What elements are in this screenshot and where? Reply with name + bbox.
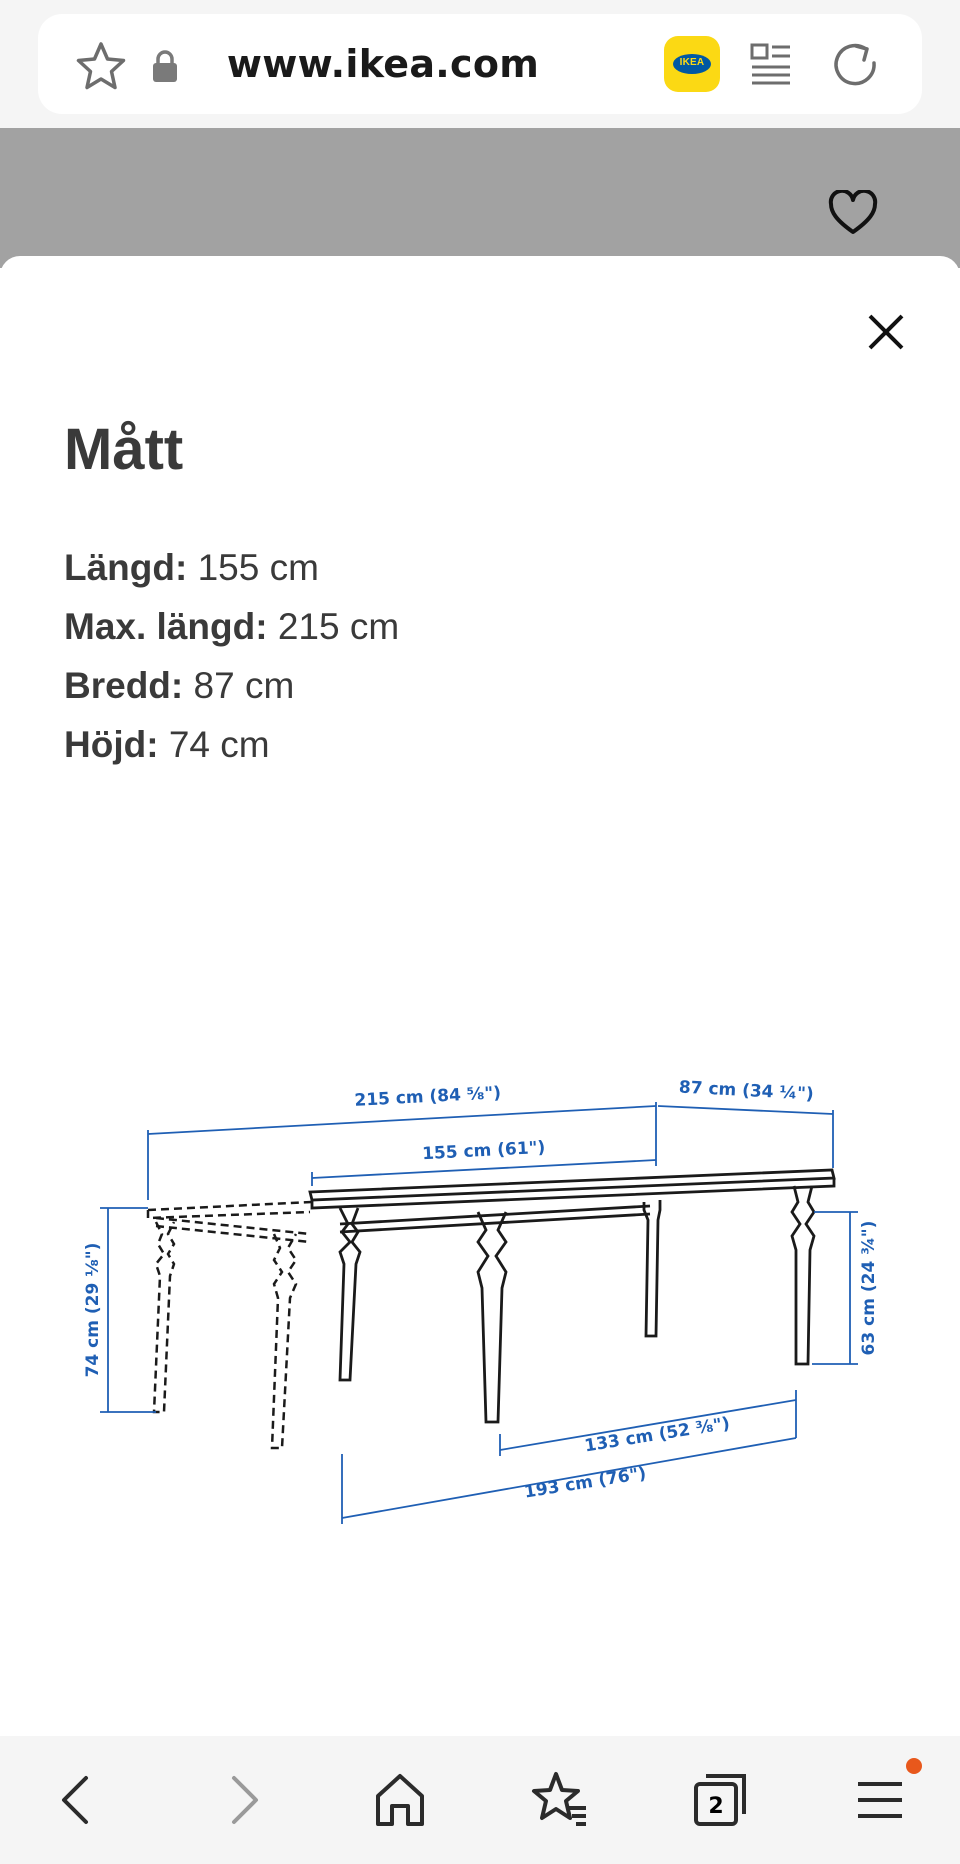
home-icon[interactable]: [368, 1768, 432, 1832]
width-label: 87 cm (34 ¼"): [678, 1077, 815, 1105]
heart-icon[interactable]: [828, 190, 878, 236]
spec-value: 74 cm: [168, 724, 270, 765]
table-dimension-drawing: [60, 972, 900, 1532]
spec-label: Max. längd:: [64, 606, 268, 647]
extended-table-outline: [148, 1202, 312, 1448]
browser-bottom-nav: [0, 1736, 960, 1864]
height-label: 74 cm (29 ⅛"): [83, 1242, 103, 1378]
spec-label: Bredd:: [64, 665, 184, 706]
spec-value: 155 cm: [197, 547, 319, 588]
star-icon[interactable]: [74, 40, 128, 94]
ikea-logo-icon[interactable]: [664, 36, 720, 92]
reload-icon[interactable]: [830, 40, 880, 90]
table-outline: [310, 1170, 834, 1422]
menu-icon[interactable]: [848, 1768, 912, 1832]
max-length-label: 215 cm (84 ⅝"): [353, 1083, 502, 1111]
close-icon[interactable]: [866, 312, 906, 352]
spec-value: 215 cm: [277, 606, 400, 647]
ikea-logo-text: IKEA: [679, 57, 705, 68]
length-label: 155 cm (61"): [421, 1137, 546, 1165]
leg-height-label: 63 cm (24 ¾"): [859, 1220, 879, 1356]
dimension-lines: [100, 1102, 858, 1524]
inner-length-label: 133 cm (52 ⅜"): [583, 1413, 732, 1457]
modal-title: Mått: [64, 417, 184, 482]
spec-width: [64, 656, 399, 715]
spec-height: [64, 715, 399, 774]
spec-list: [64, 538, 399, 774]
tabs-icon[interactable]: [688, 1768, 752, 1832]
dimensions-modal: [0, 256, 960, 1736]
spec-max-length: [64, 597, 399, 656]
page-header-overlay: [0, 128, 960, 268]
back-icon[interactable]: [46, 1768, 110, 1832]
spec-label: Höjd:: [64, 724, 159, 765]
address-bar[interactable]: [38, 14, 922, 114]
browser-toolbar: [0, 0, 960, 128]
url-text[interactable]: www.ikea.com: [226, 42, 540, 86]
spec-value: 87 cm: [193, 665, 295, 706]
forward-icon[interactable]: [210, 1768, 274, 1832]
reader-mode-icon[interactable]: [750, 42, 792, 86]
tabs-count: 2: [708, 1794, 724, 1819]
outer-length-label: 193 cm (76"): [522, 1463, 648, 1503]
spec-length: [64, 538, 399, 597]
spec-label: Längd:: [64, 547, 188, 588]
notification-dot: [906, 1758, 922, 1774]
bookmarks-icon[interactable]: [528, 1768, 592, 1832]
lock-icon: [150, 48, 180, 84]
